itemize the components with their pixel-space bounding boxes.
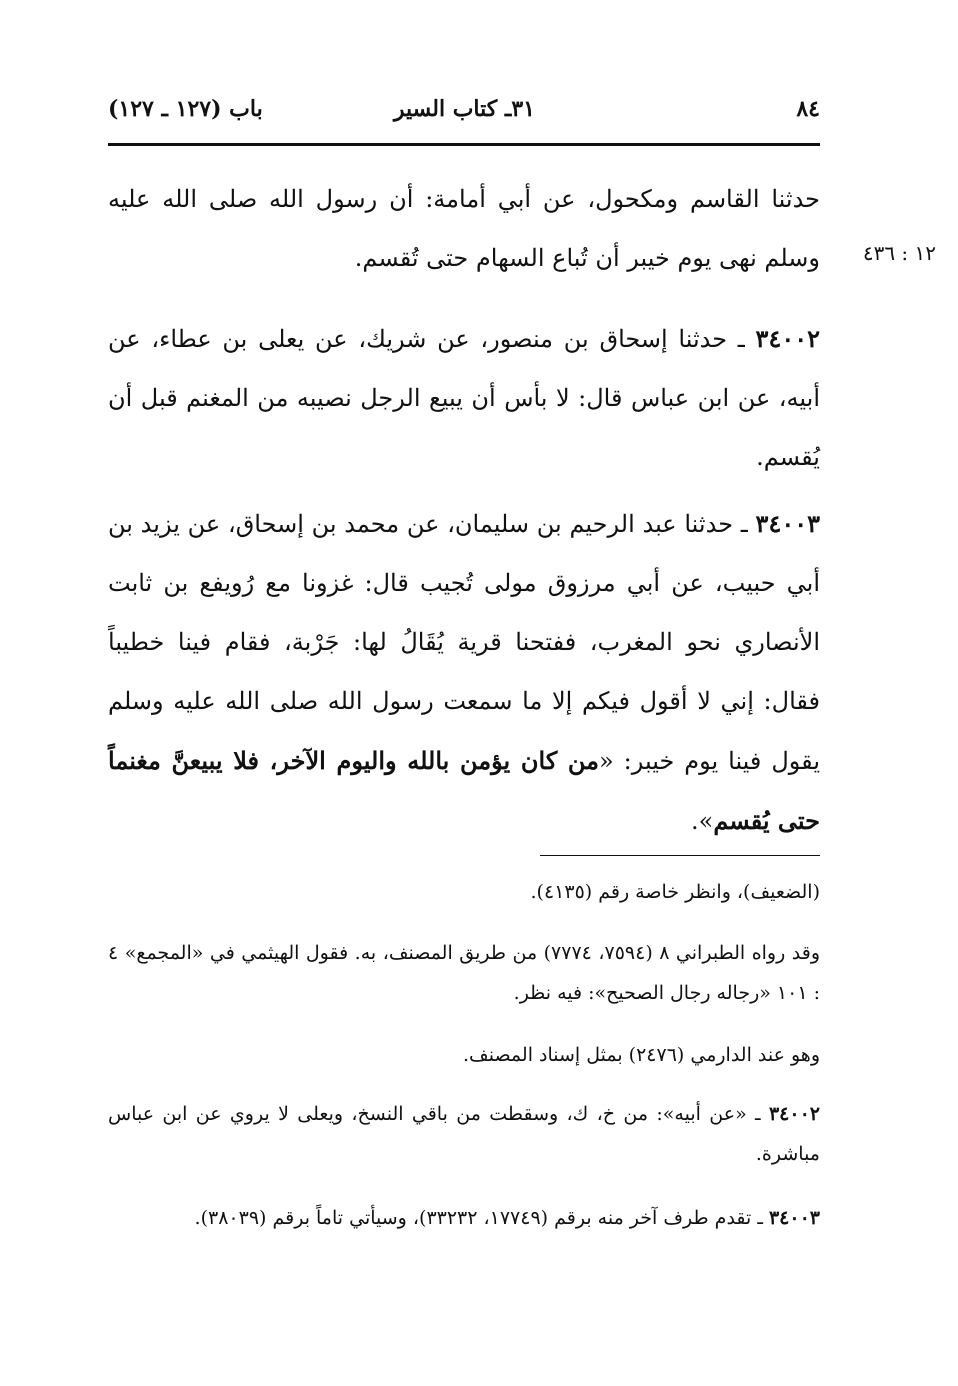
footnote-separator bbox=[540, 855, 820, 856]
footnote-text: (الضعيف)، وانظر خاصة رقم (٤١٣٥). bbox=[530, 881, 820, 903]
footnote-number: ٣٤٠٠٣ bbox=[768, 1207, 820, 1229]
footnote-number: ٣٤٠٠٢ bbox=[768, 1103, 820, 1125]
hadith-number: ٣٤٠٠٣ bbox=[755, 509, 820, 538]
chapter-title: باب (١٢٧ ـ ١٢٧) bbox=[108, 96, 263, 122]
paragraph-1-text: حدثنا القاسم ومكحول، عن أبي أمامة: أن رسول الله صلى الله عليه وسلم نهى يوم خيبر أن تُباع السهام حتى تُقسم. bbox=[108, 185, 820, 272]
hadith-34002 bbox=[108, 309, 820, 487]
hadith-34003 bbox=[108, 494, 820, 851]
footnote-2 bbox=[108, 933, 820, 1013]
footnote-text: ـ تقدم طرف آخر منه برقم (١٧٧٤٩، ٣٣٢٣٢)، وسيأتي تاماً برقم (٣٨٠٣٩). bbox=[194, 1207, 769, 1229]
hadith-text-tail: ». bbox=[691, 807, 714, 835]
footnote-text: وقد رواه الطبراني ٨ (٧٥٩٤، ٧٧٧٤) من طريق المصنف، به. فقول الهيثمي في «المجمع» ٤ : ١٠١ «رجاله رجال الصحيح»: فيه نظر. bbox=[108, 942, 821, 1004]
book-title: ٣١ـ كتاب السير bbox=[393, 96, 535, 122]
paragraph-1 bbox=[108, 170, 820, 288]
prophetic-quote: من كان يؤمن بالله واليوم الآخر، فلا يبيعنَّ مغنماً حتى يُقسم bbox=[108, 746, 820, 835]
running-header bbox=[108, 92, 820, 132]
footnote-1 bbox=[108, 872, 820, 912]
page-number: ٨٤ bbox=[796, 96, 820, 122]
footnote-34002 bbox=[108, 1094, 820, 1174]
footnote-34003 bbox=[108, 1198, 820, 1238]
hadith-text: ـ حدثنا عبد الرحيم بن سليمان، عن محمد بن إسحاق، عن يزيد بن أبي حبيب، عن أبي مرزوق مولى تُجيب قال: غزونا مع رُويفع بن ثابت الأنصاري نحو المغرب، ففتحنا قرية يُقَالُ لها: جَرْبة، فقام فينا خطيباً فقال: إني لا أقول فيكم إلا ما سمعت رسول الله صلى الله عليه وسلم يقول فينا يوم خيبر: « bbox=[108, 510, 820, 775]
footnote-text: ـ «عن أبيه»: من خ، ك، وسقطت من باقي النسخ، ويعلى لا يروي عن ابن عباس مباشرة. bbox=[108, 1103, 820, 1165]
hadith-text: ـ حدثنا إسحاق بن منصور، عن شريك، عن يعلى بن عطاء، عن أبيه، عن ابن عباس قال: لا بأس أن يبيع الرجل نصيبه من المغنم قبل أن يُقسم. bbox=[108, 325, 820, 471]
header-rule bbox=[108, 143, 820, 146]
footnote-text: وهو عند الدارمي (٢٤٧٦) بمثل إسناد المصنف. bbox=[463, 1044, 820, 1066]
footnote-3 bbox=[108, 1035, 820, 1075]
hadith-number: ٣٤٠٠٢ bbox=[755, 324, 820, 353]
margin-reference: ١٢ : ٤٣٦ bbox=[862, 241, 936, 265]
